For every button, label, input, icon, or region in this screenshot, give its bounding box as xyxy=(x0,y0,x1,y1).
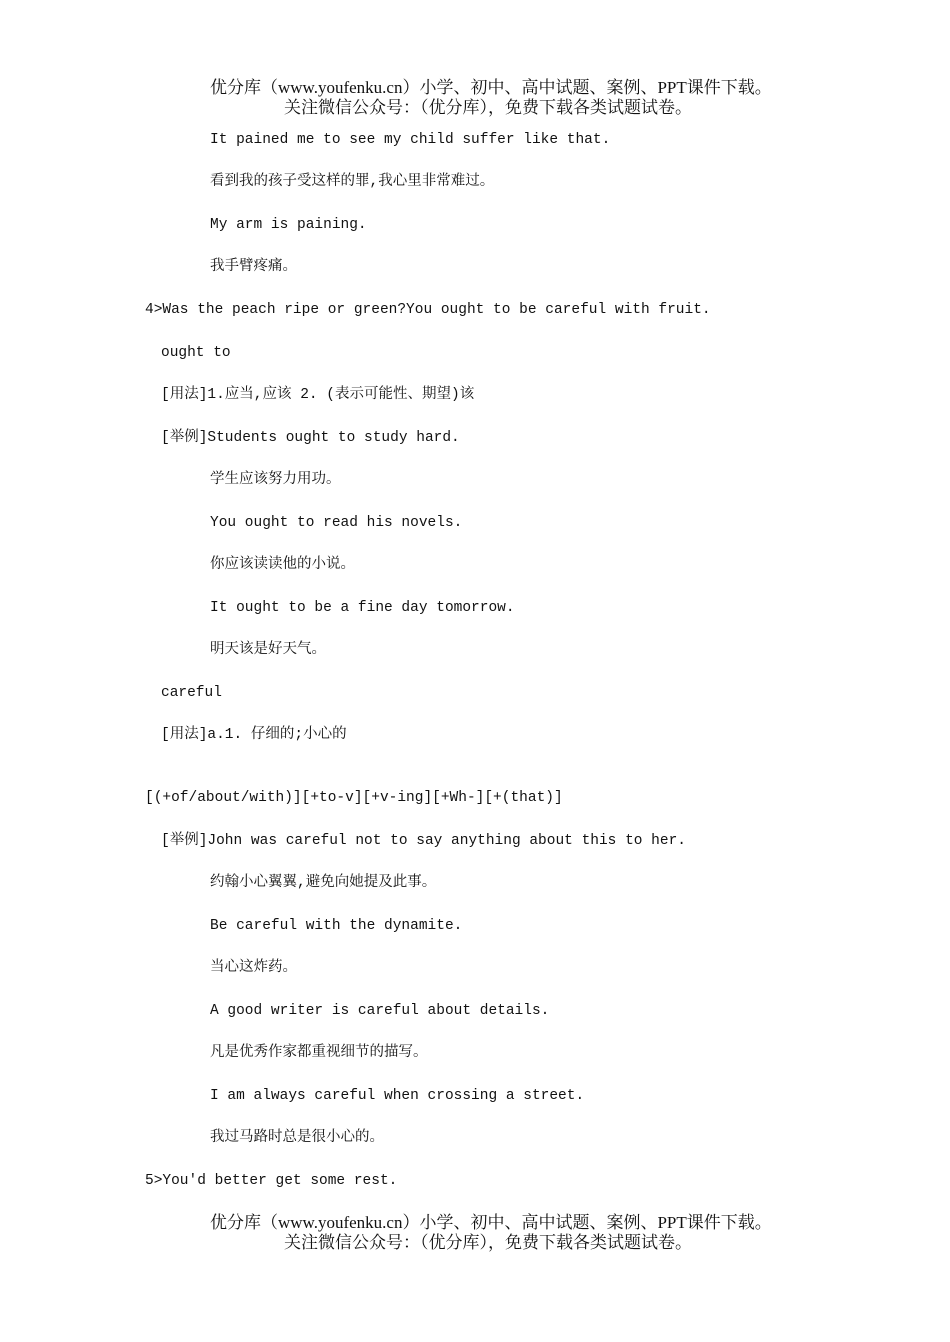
translation: 明天该是好天气。 xyxy=(210,642,326,658)
translation: 当心这炸药。 xyxy=(210,960,297,976)
example-sentence: I am always careful when crossing a street. xyxy=(210,1088,585,1104)
translation: 你应该读读他的小说。 xyxy=(210,557,355,573)
vocab-term: ought to xyxy=(161,345,231,361)
example-sentence: You ought to read his novels. xyxy=(210,515,463,531)
translation: 学生应该努力用功。 xyxy=(210,472,341,488)
header-line-1: 优分库（www.youfenku.cn）小学、初中、高中试题、案例、PPT课件下载。 xyxy=(210,78,772,97)
translation: 看到我的孩子受这样的罪,我心里非常难过。 xyxy=(210,174,495,190)
example-sentence: It ought to be a fine day tomorrow. xyxy=(210,600,515,616)
translation: 约翰小心翼翼,避免向她提及此事。 xyxy=(210,875,437,891)
example-line: [举例]John was careful not to say anything about this to her. xyxy=(161,833,686,849)
footer-line-1: 优分库（www.youfenku.cn）小学、初中、高中试题、案例、PPT课件下载。 xyxy=(210,1213,772,1232)
example-sentence: Be careful with the dynamite. xyxy=(210,918,463,934)
usage-line: [用法]a.1. 仔细的;小心的 xyxy=(161,727,347,743)
footer-line-2: 关注微信公众号：（优分库），免费下载各类试题试卷。 xyxy=(284,1233,692,1252)
grammar-pattern: [(+of/about/with)][+to-v][+v-ing][+Wh-][+(that)] xyxy=(145,790,563,806)
example-sentence: My arm is paining. xyxy=(210,217,367,233)
vocab-term: careful xyxy=(161,685,222,701)
numbered-sentence: 4>Was the peach ripe or green?You ought to be careful with fruit. xyxy=(145,302,711,318)
usage-line: [用法]1.应当,应该 2. (表示可能性、期望)该 xyxy=(161,387,475,403)
translation: 我过马路时总是很小心的。 xyxy=(210,1130,384,1146)
example-sentence: It pained me to see my child suffer like that. xyxy=(210,132,611,148)
header-line-2: 关注微信公众号：（优分库），免费下载各类试题试卷。 xyxy=(284,98,692,117)
translation: 我手臂疼痛。 xyxy=(210,259,297,275)
example-line: [举例]Students ought to study hard. xyxy=(161,430,460,446)
translation: 凡是优秀作家都重视细节的描写。 xyxy=(210,1045,428,1061)
numbered-sentence: 5>You'd better get some rest. xyxy=(145,1173,398,1189)
example-sentence: A good writer is careful about details. xyxy=(210,1003,550,1019)
